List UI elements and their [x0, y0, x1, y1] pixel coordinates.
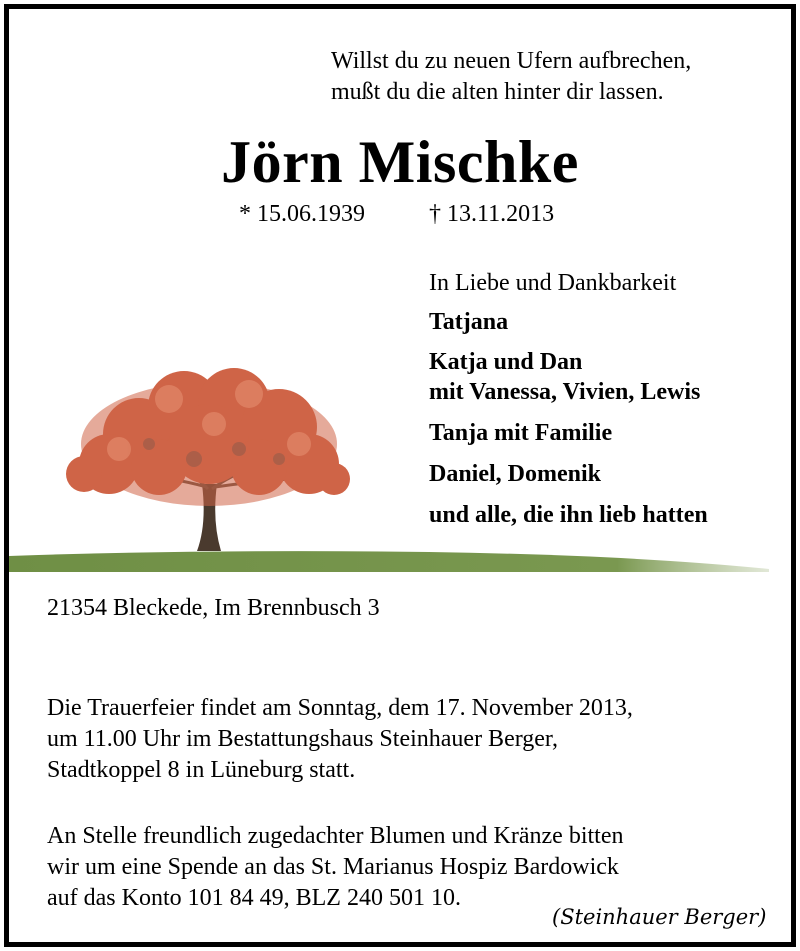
ceremony-paragraph	[47, 693, 633, 786]
ceremony-line-2: um 11.00 Uhr im Bestattungshaus Steinhauer Berger,	[47, 726, 558, 752]
death-date: † 13.11.2013	[429, 201, 555, 227]
ceremony-line-1: Die Trauerfeier findet am Sonntag, dem 17. November 2013,	[47, 695, 633, 721]
quote-line-1: Willst du zu neuen Ufern aufbrechen,	[331, 48, 692, 74]
family-entry-tatjana: Tatjana	[429, 309, 509, 335]
donation-paragraph	[47, 821, 623, 914]
family-entry-all: und alle, die ihn lieb hatten	[429, 502, 708, 528]
deceased-name: Jörn Mischke	[221, 129, 579, 195]
family-entry-katja: Katja und Dan	[429, 349, 583, 375]
family-entry-tanja: Tanja mit Familie	[429, 420, 613, 446]
ceremony-line-3: Stadtkoppel 8 in Lüneburg statt.	[47, 757, 356, 783]
donation-line-3: auf das Konto 101 84 49, BLZ 240 501 10.	[47, 885, 461, 911]
undertaker-signature: (Steinhauer Berger)	[552, 905, 767, 929]
residence-address: 21354 Bleckede, Im Brennbusch 3	[47, 595, 380, 621]
obituary-notice	[4, 4, 796, 947]
donation-line-2: wir um eine Spende an das St. Marianus Hospiz Bardowick	[47, 854, 619, 880]
family-intro: In Liebe und Dankbarkeit	[429, 270, 677, 296]
family-entry-children: mit Vanessa, Vivien, Lewis	[429, 379, 701, 405]
epigraph-quote	[331, 46, 691, 108]
quote-line-2: mußt du die alten hinter dir lassen.	[331, 79, 664, 105]
tree-landscape-image	[9, 349, 791, 579]
donation-line-1: An Stelle freundlich zugedachter Blumen und Kränze bitten	[47, 823, 624, 849]
birth-date: * 15.06.1939	[239, 201, 365, 227]
family-entry-daniel: Daniel, Domenik	[429, 461, 602, 487]
